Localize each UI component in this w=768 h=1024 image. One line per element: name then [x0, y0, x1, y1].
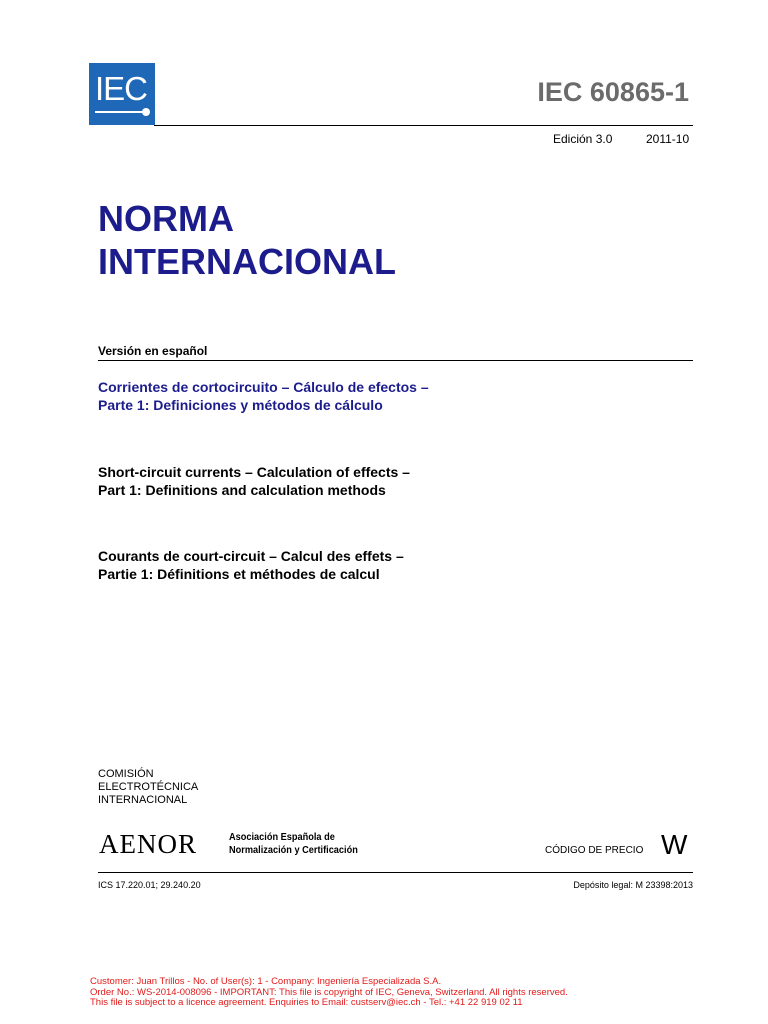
- commission-line-1: COMISIÓN: [98, 768, 154, 780]
- subtitle-english: [98, 463, 410, 499]
- commission-line-2: ELECTROTÉCNICA: [98, 781, 199, 793]
- aenor-description-line-1: Asociación Española de: [229, 832, 335, 843]
- document-title: [98, 197, 396, 283]
- iec-logo-dot: [142, 108, 150, 116]
- deposito-legal: Depósito legal: M 23398:2013: [573, 880, 693, 890]
- title-line-2: INTERNACIONAL: [98, 241, 396, 282]
- subtitle-english-line-2: Part 1: Definitions and calculation methods: [98, 482, 386, 498]
- commission-name: [98, 768, 198, 807]
- price-code: W: [661, 829, 688, 860]
- aenor-description: [229, 831, 358, 857]
- subtitle-french-line-2: Partie 1: Définitions et méthodes de calcul: [98, 566, 380, 582]
- title-line-1: NORMA: [98, 198, 234, 239]
- subtitle-french-line-1: Courants de court-circuit – Calcul des effets –: [98, 548, 404, 564]
- iec-logo-text: IEC: [95, 70, 148, 107]
- edition-label: Edición 3.0: [553, 132, 613, 146]
- iec-logo: [89, 63, 155, 125]
- version-divider: [98, 360, 693, 361]
- price-code-label: CÓDIGO DE PRECIO: [545, 845, 644, 856]
- subtitle-spanish-line-2: Parte 1: Definiciones y métodos de cálculo: [98, 397, 383, 413]
- subtitle-spanish: [98, 378, 429, 414]
- commission-line-3: INTERNACIONAL: [98, 794, 188, 806]
- footer-line-3: This file is subject to a licence agreement. Enquiries to Email: custserv@iec.ch - Tel.: +41 22 919 02 11: [90, 997, 523, 1008]
- version-label: Versión en español: [98, 344, 208, 358]
- license-footer: [90, 977, 568, 1009]
- subtitle-english-line-1: Short-circuit currents – Calculation of effects –: [98, 464, 410, 480]
- standard-number: IEC 60865-1: [537, 77, 689, 107]
- subtitle-spanish-line-1: Corrientes de cortocircuito – Cálculo de efectos –: [98, 379, 429, 395]
- footer-divider: [98, 872, 693, 873]
- aenor-logo: AENOR: [99, 829, 197, 859]
- iec-logo-underline: [95, 111, 143, 113]
- aenor-description-line-2: Normalización y Certificación: [229, 845, 358, 856]
- subtitle-french: [98, 547, 404, 583]
- header-divider: [154, 125, 693, 126]
- footer-line-1: Customer: Juan Trillos - No. of User(s): 1 - Company: Ingeniería Especializada S.A.: [90, 976, 442, 987]
- footer-line-2: Order No.: WS-2014-008096 - IMPORTANT: This file is copyright of IEC, Geneva, Switzerland. All rights reserved.: [90, 986, 568, 998]
- edition-date: 2011-10: [646, 132, 690, 146]
- ics-codes: ICS 17.220.01; 29.240.20: [98, 880, 201, 890]
